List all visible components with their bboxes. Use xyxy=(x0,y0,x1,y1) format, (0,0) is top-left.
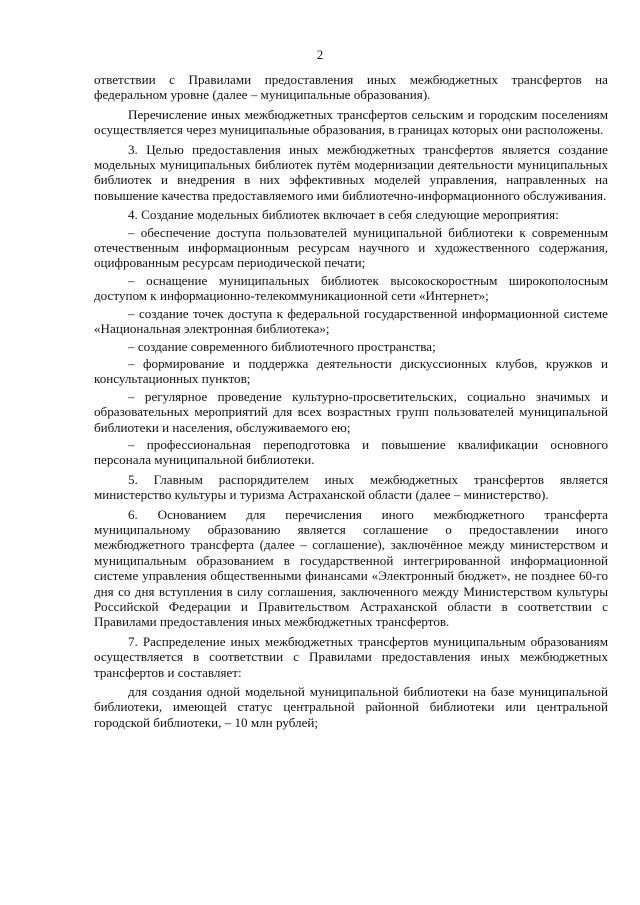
list-item-space: – создание современного библиотечного пространства; xyxy=(128,338,436,354)
list-item-training: – профессиональная переподготовка и повышение квалификации основного персонала муниципальной библиотеки. xyxy=(94,436,608,468)
list-item-access: – обеспечение доступа пользователей муниципальной библиотеки к современным отечественным информационным ресурсам научного и художественного содержания, оцифрованным ресурсам периодической печати; xyxy=(94,224,608,271)
paragraph-7-distribution: 7. Распределение иных межбюджетных трансфертов муниципальным образованиям осуществляется в соответствии с Правилами предоставления иных межбюджетных трансфертов и составляет: xyxy=(94,633,608,680)
paragraph-continuation: ответствии с Правилами предоставления иных межбюджетных трансфертов на федеральном уровне (далее – муниципальные образования). xyxy=(94,72,608,103)
list-item-clubs: – формирование и поддержка деятельности дискуссионных клубов, кружков и консультационных пунктов; xyxy=(94,355,608,387)
paragraph-6-basis: 6. Основанием для перечисления иного межбюджетного трансферта муниципальному образованию является соглашение о предоставлении иного межбюджетного трансферта (далее – соглашение), заключённое между министерством и муниципальным образованием в государственной интегрированной информационной системе управления общественными финансами «Электронный бюджет», не позднее 60-го дня со дня вступления в силу соглашения, заключенного между Министерством культуры Российской Федерации и Правительством Астраханской области в соответствии с Правилами предоставления иных межбюджетных трансфертов. xyxy=(94,506,608,630)
paragraph-amount: для создания одной модельной муниципальной библиотеки на базе муниципальной библиотеки, имеющей статус центральной районной библиотеки или центральной городской библиотеки, – 10 млн рублей; xyxy=(94,684,608,730)
page-number: 2 xyxy=(316,47,324,62)
list-item-access-points: – создание точек доступа к федеральной государственной информационной системе «Национальная электронная библиотека»; xyxy=(94,305,608,337)
document-body xyxy=(94,72,608,734)
list-item-broadband: – оснащение муниципальных библиотек высокоскоростным широкополосным доступом к информационно-телекоммуникационной сети «Интернет»; xyxy=(94,272,608,304)
list-item-events: – регулярное проведение культурно-просветительских, социально значимых и образовательных мероприятий для всех возрастных групп пользователей муниципальной библиотеки и населения, обслуживаемого ею; xyxy=(94,388,608,435)
paragraph-3-purpose: 3. Целью предоставления иных межбюджетных трансфертов является создание модельных муниципальных библиотек путём модернизации деятельности муниципальных библиотек и внедрения в них эффективных моделей управления, направленных на повышение качества предоставляемого ими библиотечно-информационного обслуживания. xyxy=(94,141,608,203)
paragraph-4-measures: 4. Создание модельных библиотек включает в себя следующие мероприятия: xyxy=(128,207,559,223)
paragraph-settlements: Перечисление иных межбюджетных трансфертов сельским и городским поселениям осуществляется через муниципальные образования, в границах которых они расположены. xyxy=(94,106,608,138)
paragraph-5-manager: 5. Главным распорядителем иных межбюджетных трансфертов является министерство культуры и туризма Астраханской области (далее – министерство). xyxy=(94,471,608,503)
